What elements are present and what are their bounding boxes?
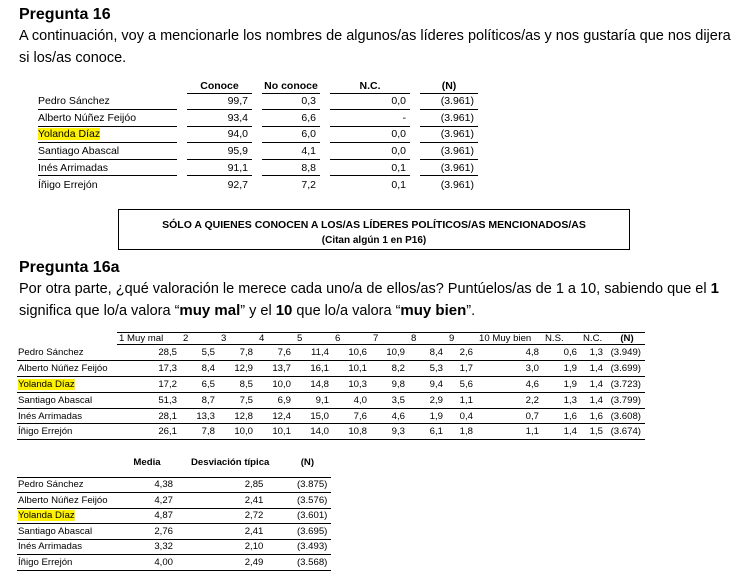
col-header: 8 bbox=[409, 333, 447, 345]
cell: 2,76 bbox=[117, 524, 177, 540]
cell: (3.961) bbox=[420, 126, 478, 143]
cell: 2,85 bbox=[177, 477, 283, 493]
table-row bbox=[38, 110, 478, 127]
leader-name: Inés Arrimadas bbox=[18, 410, 82, 422]
leader-name-cell bbox=[17, 392, 117, 408]
cell: 8,4 bbox=[181, 361, 219, 377]
col-header: 10 Muy bien bbox=[477, 333, 543, 345]
leader-name: Santiago Abascal bbox=[18, 394, 93, 406]
cell: 9,4 bbox=[409, 377, 447, 393]
leader-name-cell bbox=[17, 377, 117, 393]
question-16a-title: Pregunta 16a bbox=[19, 259, 120, 276]
cell: 15,0 bbox=[295, 408, 333, 424]
table-row bbox=[38, 176, 478, 193]
table-row bbox=[17, 524, 331, 540]
cell: 12,4 bbox=[257, 408, 295, 424]
table-row bbox=[17, 555, 331, 571]
leader-name: Íñigo Errejón bbox=[38, 178, 98, 191]
cell: 1,8 bbox=[447, 424, 477, 440]
leader-name: Inés Arrimadas bbox=[18, 541, 82, 553]
cell: 13,3 bbox=[181, 408, 219, 424]
cell: 4,6 bbox=[477, 377, 543, 393]
question-16a-text: Por otra parte, ¿qué valoración le merece cada uno/a de ellos/as? Puntúelos/as de 1 a 10, sabiendo que el 1 significa que lo/a valora “muy mal” y el 10 que lo/a valora “muy bien”. bbox=[19, 280, 719, 319]
cell: 2,41 bbox=[177, 493, 283, 509]
leader-name: Pedro Sánchez bbox=[18, 347, 84, 359]
cell: 10,8 bbox=[333, 424, 371, 440]
leader-name: Íñigo Errejón bbox=[18, 426, 73, 438]
ratings-distribution-table bbox=[17, 332, 645, 345]
cell: (3.493) bbox=[283, 539, 331, 555]
table-row bbox=[17, 408, 645, 424]
cell: 14,8 bbox=[295, 377, 333, 393]
leader-name-cell bbox=[17, 493, 117, 509]
cell: 2,6 bbox=[447, 345, 477, 361]
cell: 1,3 bbox=[543, 392, 581, 408]
cell: 10,0 bbox=[219, 424, 257, 440]
cell: 14,0 bbox=[295, 424, 333, 440]
cell: 7,8 bbox=[219, 345, 257, 361]
cell: 0,4 bbox=[447, 408, 477, 424]
cell: 94,0 bbox=[187, 126, 252, 143]
cell: 8,7 bbox=[181, 392, 219, 408]
cell: 10,0 bbox=[257, 377, 295, 393]
leader-name-highlighted: Yolanda Díaz bbox=[18, 510, 75, 522]
cell: 0,1 bbox=[330, 159, 410, 176]
cell: (3.576) bbox=[283, 493, 331, 509]
cell: 4,38 bbox=[117, 477, 177, 493]
cell: (3.601) bbox=[283, 508, 331, 524]
cell: 4,6 bbox=[371, 408, 409, 424]
table-row bbox=[38, 93, 478, 110]
col-header: (N) bbox=[420, 79, 478, 93]
table-row bbox=[17, 477, 331, 493]
cell: 1,1 bbox=[477, 424, 543, 440]
cell: 1,9 bbox=[543, 361, 581, 377]
cell: 1,9 bbox=[543, 377, 581, 393]
cell: 6,5 bbox=[181, 377, 219, 393]
cell: (3.961) bbox=[420, 159, 478, 176]
cell: 4,00 bbox=[117, 555, 177, 571]
cell: (3.608) bbox=[607, 408, 645, 424]
cell: 1,7 bbox=[447, 361, 477, 377]
leader-name-cell bbox=[17, 345, 117, 361]
cell: 4,1 bbox=[262, 143, 320, 160]
col-header: (N) bbox=[283, 450, 331, 477]
question-16-title: Pregunta 16 bbox=[19, 6, 111, 23]
cell: 12,8 bbox=[219, 408, 257, 424]
cell: 1,1 bbox=[447, 392, 477, 408]
cell: 17,2 bbox=[117, 377, 181, 393]
col-header: 1 Muy mal bbox=[117, 333, 181, 345]
cell: 26,1 bbox=[117, 424, 181, 440]
col-header: N.C. bbox=[581, 333, 607, 345]
cell: 4,8 bbox=[477, 345, 543, 361]
leader-name: Íñigo Errejón bbox=[18, 556, 73, 568]
table-row bbox=[17, 493, 331, 509]
cell: 10,6 bbox=[333, 345, 371, 361]
col-header: 9 bbox=[447, 333, 477, 345]
table-row bbox=[17, 361, 645, 377]
cell: 4,0 bbox=[333, 392, 371, 408]
cell: 16,1 bbox=[295, 361, 333, 377]
cell: 8,5 bbox=[219, 377, 257, 393]
cell: (3.961) bbox=[420, 93, 478, 110]
cell: 2,41 bbox=[177, 524, 283, 540]
leader-name: Pedro Sánchez bbox=[18, 479, 84, 491]
cell: 3,5 bbox=[371, 392, 409, 408]
cell: (3.674) bbox=[607, 424, 645, 440]
cell: 2,72 bbox=[177, 508, 283, 524]
col-header: 7 bbox=[371, 333, 409, 345]
leader-name-cell bbox=[17, 508, 117, 524]
cell: 1,4 bbox=[581, 377, 607, 393]
cell: (3.961) bbox=[420, 110, 478, 127]
leader-name-cell bbox=[17, 524, 117, 540]
cell: 7,8 bbox=[181, 424, 219, 440]
cell: (3.695) bbox=[283, 524, 331, 540]
cell: (3.699) bbox=[607, 361, 645, 377]
table-row bbox=[38, 159, 478, 176]
known-leaders-table bbox=[38, 79, 478, 193]
cell: 0,0 bbox=[330, 93, 410, 110]
cell: (3.875) bbox=[283, 477, 331, 493]
table-row bbox=[17, 508, 331, 524]
cell: 93,4 bbox=[187, 110, 252, 127]
cell: 0,0 bbox=[330, 143, 410, 160]
cell: 6,1 bbox=[409, 424, 447, 440]
cell: 9,1 bbox=[295, 392, 333, 408]
cell: 1,4 bbox=[543, 424, 581, 440]
col-header: N.C. bbox=[330, 79, 410, 93]
table-row bbox=[17, 345, 645, 361]
cell: 1,4 bbox=[581, 392, 607, 408]
leader-name-cell bbox=[17, 408, 117, 424]
cell: 2,2 bbox=[477, 392, 543, 408]
cell: 1,6 bbox=[581, 408, 607, 424]
cell: (3.961) bbox=[440, 178, 474, 191]
leader-name: Santiago Abascal bbox=[18, 525, 93, 537]
cell: 1,9 bbox=[409, 408, 447, 424]
col-header: (N) bbox=[607, 333, 645, 345]
cell: 10,3 bbox=[333, 377, 371, 393]
cell: 6,6 bbox=[262, 110, 320, 127]
leader-name: Santiago Abascal bbox=[38, 145, 120, 158]
leader-name: Alberto Núñez Feijóo bbox=[18, 363, 108, 375]
leader-name: Inés Arrimadas bbox=[38, 161, 109, 174]
cell: 1,3 bbox=[581, 345, 607, 361]
ratings-distribution-body bbox=[17, 345, 645, 440]
cell: - bbox=[330, 110, 410, 127]
cell: 9,3 bbox=[371, 424, 409, 440]
cell: 99,7 bbox=[187, 93, 252, 110]
cell: 7,6 bbox=[333, 408, 371, 424]
cell: 10,1 bbox=[333, 361, 371, 377]
cell: 0,1 bbox=[391, 178, 406, 191]
col-header: 4 bbox=[257, 333, 295, 345]
leader-name-cell bbox=[17, 477, 117, 493]
cell: (3.799) bbox=[607, 392, 645, 408]
leader-name-highlighted: Yolanda Díaz bbox=[18, 378, 75, 390]
cell: (3.961) bbox=[420, 143, 478, 160]
ratings-summary-table bbox=[17, 450, 331, 571]
leader-name: Pedro Sánchez bbox=[38, 95, 110, 108]
cell: 7,2 bbox=[301, 178, 316, 191]
leader-name-cell bbox=[17, 424, 117, 440]
cell: 2,49 bbox=[177, 555, 283, 571]
cell: 92,7 bbox=[227, 178, 248, 191]
table-row bbox=[38, 126, 478, 143]
cell: (3.949) bbox=[607, 345, 645, 361]
cell: 2,10 bbox=[177, 539, 283, 555]
cell: 17,3 bbox=[117, 361, 181, 377]
col-header: No conoce bbox=[262, 79, 320, 93]
col-header: 5 bbox=[295, 333, 333, 345]
cell: 6,0 bbox=[262, 126, 320, 143]
cell: 12,9 bbox=[219, 361, 257, 377]
cell: 8,4 bbox=[409, 345, 447, 361]
leader-name-highlighted: Yolanda Díaz bbox=[38, 128, 101, 141]
cell: 91,1 bbox=[187, 159, 252, 176]
cell: 3,32 bbox=[117, 539, 177, 555]
cell: 2,9 bbox=[409, 392, 447, 408]
cell: (3.723) bbox=[607, 377, 645, 393]
cell: 0,7 bbox=[477, 408, 543, 424]
leader-name: Alberto Núñez Feijóo bbox=[18, 494, 108, 506]
filter-note-box bbox=[118, 209, 630, 250]
leader-name: Alberto Núñez Feijóo bbox=[38, 111, 137, 124]
cell: 10,9 bbox=[371, 345, 409, 361]
cell: 0,0 bbox=[330, 126, 410, 143]
table-row bbox=[17, 424, 645, 440]
cell: 5,5 bbox=[181, 345, 219, 361]
cell: 5,6 bbox=[447, 377, 477, 393]
cell: 10,1 bbox=[257, 424, 295, 440]
table-row bbox=[38, 143, 478, 160]
cell: 3,0 bbox=[477, 361, 543, 377]
cell: 8,2 bbox=[371, 361, 409, 377]
cell: 1,5 bbox=[581, 424, 607, 440]
col-header: N.S. bbox=[543, 333, 581, 345]
col-header: 6 bbox=[333, 333, 371, 345]
cell: 13,7 bbox=[257, 361, 295, 377]
leader-name-cell bbox=[17, 555, 117, 571]
col-header: 3 bbox=[219, 333, 257, 345]
cell: 5,3 bbox=[409, 361, 447, 377]
col-header: Conoce bbox=[187, 79, 252, 93]
cell: 9,8 bbox=[371, 377, 409, 393]
cell: 4,87 bbox=[117, 508, 177, 524]
col-header: Media bbox=[117, 450, 177, 477]
col-header: Desviación típica bbox=[177, 450, 283, 477]
cell: 95,9 bbox=[187, 143, 252, 160]
col-header: 2 bbox=[181, 333, 219, 345]
cell: 51,3 bbox=[117, 392, 181, 408]
cell: 28,5 bbox=[117, 345, 181, 361]
table-row bbox=[17, 377, 645, 393]
cell: 6,9 bbox=[257, 392, 295, 408]
filter-note-line2: (Citan algún 1 en P16) bbox=[321, 235, 427, 246]
cell: (3.568) bbox=[283, 555, 331, 571]
table-row bbox=[17, 539, 331, 555]
cell: 8,8 bbox=[262, 159, 320, 176]
filter-note-line1: SÓLO A QUIENES CONOCEN A LOS/AS LÍDERES POLÍTICOS/AS MENCIONADOS/AS bbox=[162, 219, 586, 231]
cell: 0,3 bbox=[262, 93, 320, 110]
cell: 7,6 bbox=[257, 345, 295, 361]
cell: 7,5 bbox=[219, 392, 257, 408]
cell: 11,4 bbox=[295, 345, 333, 361]
cell: 1,4 bbox=[581, 361, 607, 377]
question-16-text: A continuación, voy a mencionarle los nombres de algunos/as líderes políticos/as y nos gustaría que nos dijera si los/as conoce. bbox=[19, 28, 731, 66]
table-row bbox=[17, 392, 645, 408]
cell: 4,27 bbox=[117, 493, 177, 509]
leader-name-cell bbox=[17, 361, 117, 377]
cell: 0,6 bbox=[543, 345, 581, 361]
cell: 28,1 bbox=[117, 408, 181, 424]
leader-name-cell bbox=[17, 539, 117, 555]
cell: 1,6 bbox=[543, 408, 581, 424]
